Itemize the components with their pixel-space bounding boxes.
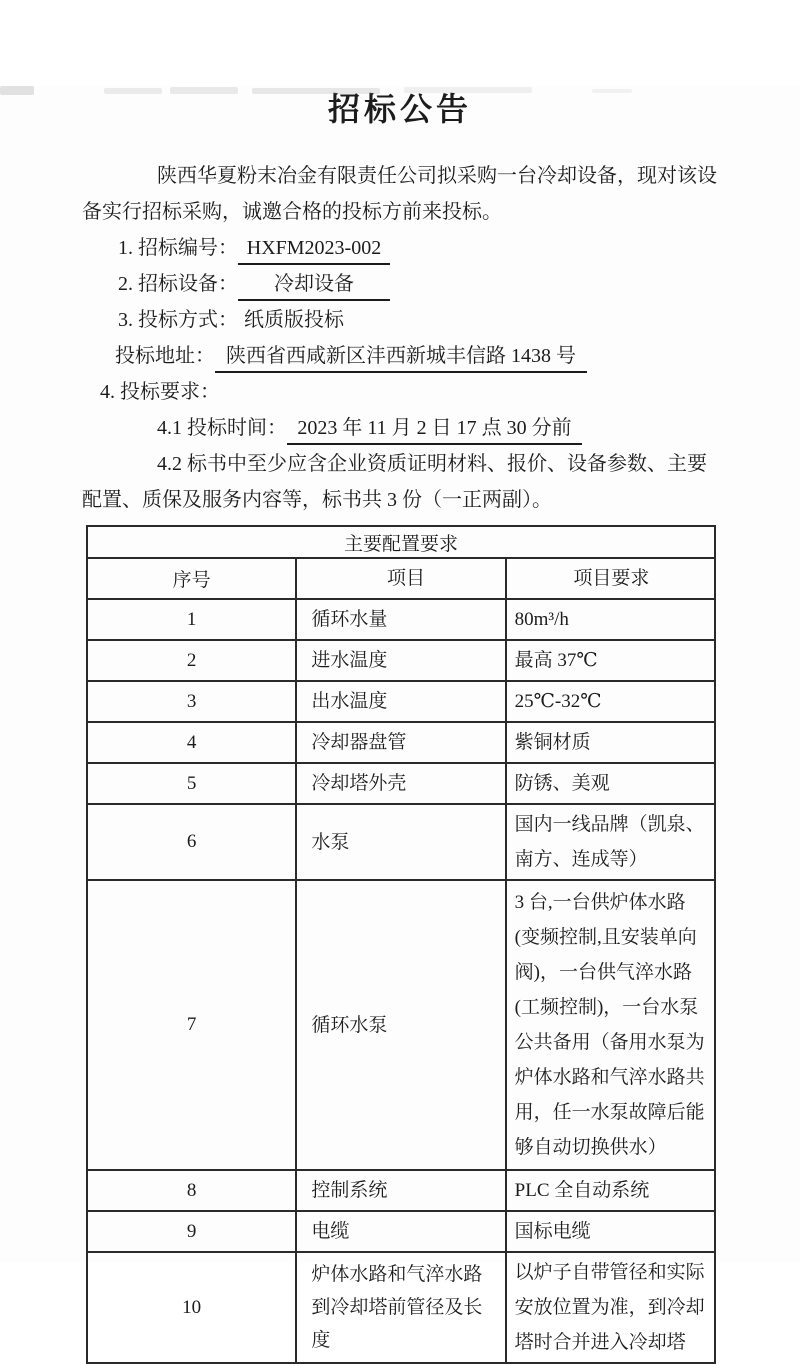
scan-artifact — [170, 87, 238, 94]
spec-table-title: 主要配置要求 — [87, 526, 715, 558]
bid-method-value: 纸质版投标 — [244, 309, 344, 331]
row-item: 循环水量 — [296, 599, 505, 640]
row-requirement: 25℃-32℃ — [506, 681, 715, 722]
scan-artifact — [404, 87, 532, 93]
row-item: 出水温度 — [296, 681, 505, 722]
row-index: 5 — [87, 763, 296, 804]
row-item: 进水温度 — [296, 640, 505, 681]
row-requirement: 80m³/h — [506, 599, 715, 640]
row-index: 7 — [87, 880, 296, 1170]
col-header-requirement: 项目要求 — [506, 558, 715, 599]
row-requirement: 国标电缆 — [506, 1211, 715, 1252]
row-index: 1 — [87, 599, 296, 640]
row-requirement: PLC 全自动系统 — [506, 1170, 715, 1211]
row-requirement: 紫铜材质 — [506, 722, 715, 763]
bid-address-line — [115, 338, 718, 374]
bid-equipment-value: 冷却设备 — [238, 269, 390, 301]
scan-artifact — [592, 89, 632, 93]
document-body — [0, 86, 800, 1364]
row-requirement: 最高 37℃ — [506, 640, 715, 681]
bid-address-value: 陕西省西咸新区沣西新城丰信路 1438 号 — [215, 341, 587, 373]
bid-method-line — [118, 302, 718, 338]
bid-method-label: 3. 投标方式： — [118, 309, 238, 331]
scanned-document-page — [0, 86, 800, 1353]
page-title: 招标公告 — [327, 91, 472, 127]
row-item: 冷却塔外壳 — [296, 763, 505, 804]
clause-4-2-paragraph: 4.2 标书中至少应含企业资质证明材料、报价、设备参数、主要配置、质保及服务内容等，标书共 3 份（一正两副）。 — [82, 453, 707, 511]
table-row — [87, 640, 715, 681]
col-header-index: 序号 — [87, 558, 296, 599]
row-index: 10 — [87, 1252, 296, 1363]
bid-time-line — [157, 410, 718, 446]
scan-artifact — [104, 88, 162, 94]
row-item: 炉体水路和气淬水路到冷却塔前管径及长度 — [296, 1252, 505, 1363]
row-item: 冷却器盘管 — [296, 722, 505, 763]
bid-equipment-line — [118, 266, 718, 302]
bid-address-label: 投标地址： — [115, 345, 215, 367]
table-row — [87, 722, 715, 763]
spec-table — [86, 525, 716, 1364]
table-row — [87, 681, 715, 722]
table-row — [87, 1252, 715, 1363]
row-requirement: 防锈、美观 — [506, 763, 715, 804]
spec-table-title-row — [87, 526, 715, 558]
row-index: 8 — [87, 1170, 296, 1211]
row-item: 电缆 — [296, 1211, 505, 1252]
table-row — [87, 1170, 715, 1211]
bid-requirements-label: 4. 投标要求： — [100, 381, 220, 403]
bid-requirements-heading — [100, 374, 718, 410]
table-row — [87, 763, 715, 804]
bid-equipment-label: 2. 招标设备： — [118, 273, 238, 295]
row-index: 3 — [87, 681, 296, 722]
table-row — [87, 804, 715, 880]
row-index: 6 — [87, 804, 296, 880]
intro-paragraph: 陕西华夏粉末冶金有限责任公司拟采购一台冷却设备，现对该设备实行招标采购，诚邀合格的投标方前来投标。 — [82, 165, 717, 223]
row-index: 2 — [87, 640, 296, 681]
row-item: 循环水泵 — [296, 880, 505, 1170]
row-requirement: 国内一线品牌（凯泉、南方、连成等） — [506, 804, 715, 880]
scan-artifact — [0, 86, 34, 95]
row-index: 4 — [87, 722, 296, 763]
row-index: 9 — [87, 1211, 296, 1252]
row-requirement: 3 台,一台供炉体水路(变频控制,且安装单向阀)，一台供气淬水路(工频控制)，一台水泵公共备用（备用水泵为炉体水路和气淬水路共用，任一水泵故障后能够自动切换供水） — [506, 880, 715, 1170]
table-row — [87, 880, 715, 1170]
bid-time-label: 4.1 投标时间： — [157, 417, 287, 439]
row-item: 水泵 — [296, 804, 505, 880]
row-requirement: 以炉子自带管径和实际安放位置为准，到冷却塔时合并进入冷却塔 — [506, 1252, 715, 1363]
table-row — [87, 599, 715, 640]
bid-time-value: 2023 年 11 月 2 日 17 点 30 分前 — [287, 413, 582, 445]
scan-artifact — [252, 88, 380, 94]
bid-number-value: HXFM2023-002 — [238, 233, 390, 265]
row-item: 控制系统 — [296, 1170, 505, 1211]
table-row — [87, 1211, 715, 1252]
col-header-item: 项目 — [296, 558, 505, 599]
bid-number-line — [118, 230, 718, 266]
bid-number-label: 1. 招标编号： — [118, 237, 238, 259]
spec-table-header-row — [87, 558, 715, 599]
